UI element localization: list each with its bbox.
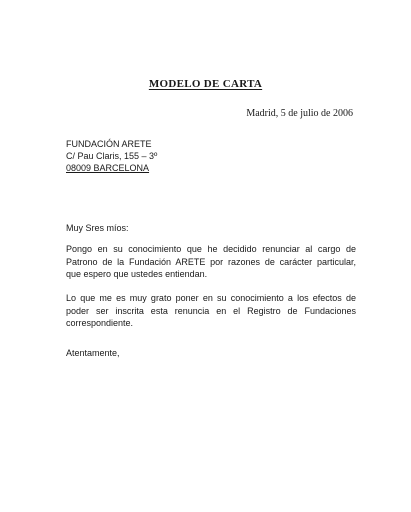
paragraph-line: poder ser inscrita esta renuncia en el Registro de Fundaciones xyxy=(66,305,356,316)
paragraph-line: que espero que ustedes entiendan. xyxy=(66,269,208,279)
paragraph-line: Lo que me es muy grato poner en su conocimiento a los efectos de xyxy=(66,293,356,303)
paragraph-line: Pongo en su conocimiento que he decidido renunciar al cargo de xyxy=(66,244,356,254)
paragraph-registry xyxy=(66,292,356,330)
letter-title-text: MODELO DE CARTA xyxy=(148,78,263,90)
address-line-street: C/ Pau Claris, 155 – 3º xyxy=(66,151,158,161)
letter-closing: Atentamente, xyxy=(66,348,120,358)
address-line-city: 08009 BARCELONA xyxy=(66,163,150,173)
paragraph-resignation xyxy=(66,243,356,281)
address-line-name: FUNDACIÓN ARETE xyxy=(66,139,152,149)
paragraph-line: correspondiente. xyxy=(66,318,134,328)
letter-title xyxy=(0,78,411,90)
paragraph-line: Patrono de la Fundación ARETE por razones de carácter particular, xyxy=(66,256,356,267)
letter-date: Madrid, 5 de julio de 2006 xyxy=(246,108,353,119)
letter-greeting: Muy Sres míos: xyxy=(66,223,129,233)
recipient-address xyxy=(66,138,157,174)
